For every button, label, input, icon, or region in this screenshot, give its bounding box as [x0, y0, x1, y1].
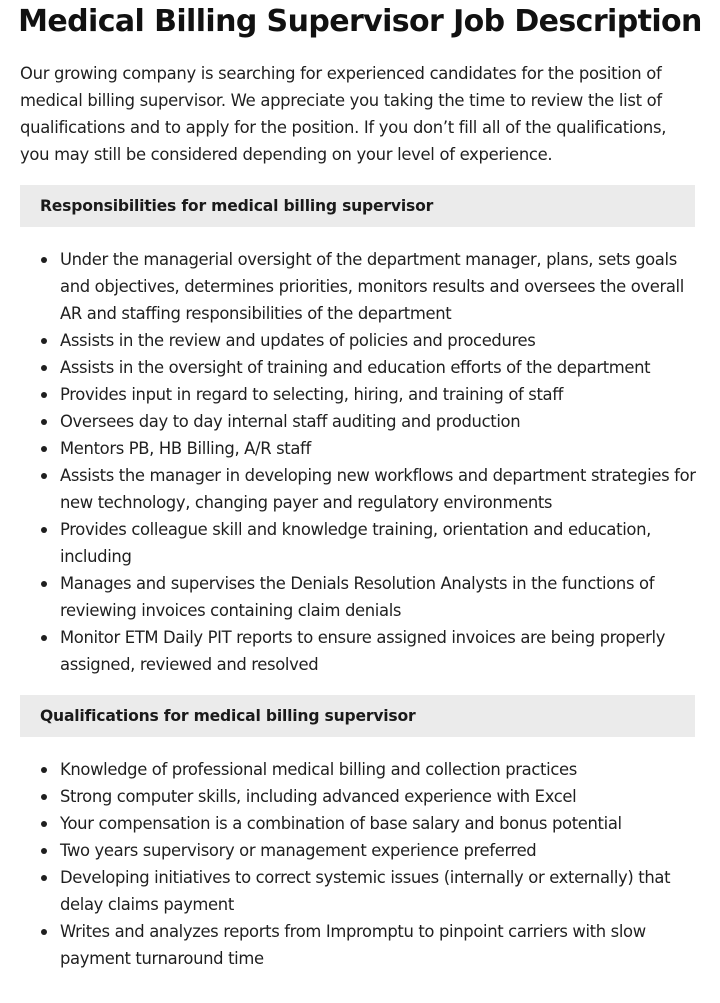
list-item [20, 570, 700, 624]
bullet-icon [41, 257, 47, 263]
list-item [20, 624, 700, 678]
list-item [20, 462, 700, 516]
list-item-text: Monitor ETM Daily PIT reports to ensure assigned invoices are being properly assigned, reviewed and resolved [60, 628, 666, 674]
bullet-icon [41, 419, 47, 425]
list-item [20, 408, 700, 435]
responsibilities-list [20, 246, 700, 678]
list-item-text: Assists the manager in developing new workflows and department strategies for new technology, changing payer and regulatory environments [60, 466, 696, 512]
bullet-icon [41, 848, 47, 854]
list-item-text: Mentors PB, HB Billing, A/R staff [60, 439, 311, 458]
list-item-text: Oversees day to day internal staff auditing and production [60, 412, 521, 431]
list-item-text: Under the managerial oversight of the department manager, plans, sets goals and objectives, determines priorities, monitors results and oversees the overall AR and staffing responsibilities of the department [60, 250, 684, 323]
list-item-text: Developing initiatives to correct systemic issues (internally or externally) that delay claims payment [60, 868, 671, 914]
list-item [20, 516, 700, 570]
bullet-icon [41, 821, 47, 827]
bullet-icon [41, 581, 47, 587]
bullet-icon [41, 794, 47, 800]
list-item-text: Provides colleague skill and knowledge training, orientation and education, including [60, 520, 651, 566]
list-item [20, 864, 700, 918]
list-item [20, 381, 700, 408]
list-item-text: Writes and analyzes reports from Impromptu to pinpoint carriers with slow payment turnaround time [60, 922, 646, 968]
list-item-text: Assists in the review and updates of policies and procedures [60, 331, 536, 350]
list-item-text: Your compensation is a combination of base salary and bonus potential [60, 814, 622, 833]
list-item [20, 246, 700, 327]
bullet-icon [41, 392, 47, 398]
list-item-text: Provides input in regard to selecting, hiring, and training of staff [60, 385, 564, 404]
list-item [20, 837, 700, 864]
list-item [20, 810, 700, 837]
bullet-icon [41, 767, 47, 773]
list-item [20, 435, 700, 462]
bullet-icon [41, 929, 47, 935]
qualifications-list [20, 756, 700, 972]
responsibilities-heading: Responsibilities for medical billing supervisor [20, 185, 695, 227]
bullet-icon [41, 338, 47, 344]
bullet-icon [41, 446, 47, 452]
list-item-text: Manages and supervises the Denials Resolution Analysts in the functions of reviewing invoices containing claim denials [60, 574, 655, 620]
qualifications-heading: Qualifications for medical billing supervisor [20, 695, 695, 737]
list-item-text: Strong computer skills, including advanced experience with Excel [60, 787, 577, 806]
list-item [20, 783, 700, 810]
bullet-icon [41, 527, 47, 533]
list-item [20, 756, 700, 783]
bullet-icon [41, 635, 47, 641]
list-item-text: Two years supervisory or management experience preferred [60, 841, 537, 860]
bullet-icon [41, 875, 47, 881]
intro-paragraph: Our growing company is searching for experienced candidates for the position of medical billing supervisor. We appreciate you taking the time to review the list of qualifications and to apply for the position. If you don’t fill all of the qualifications, you may still be considered depending on your level of experience. [20, 64, 667, 164]
list-item-text: Assists in the oversight of training and education efforts of the department [60, 358, 651, 377]
bullet-icon [41, 473, 47, 479]
list-item [20, 354, 700, 381]
list-item-text: Knowledge of professional medical billing and collection practices [60, 760, 577, 779]
page-title: Medical Billing Supervisor Job Description [18, 4, 702, 39]
bullet-icon [41, 365, 47, 371]
list-item [20, 327, 700, 354]
list-item [20, 918, 700, 972]
